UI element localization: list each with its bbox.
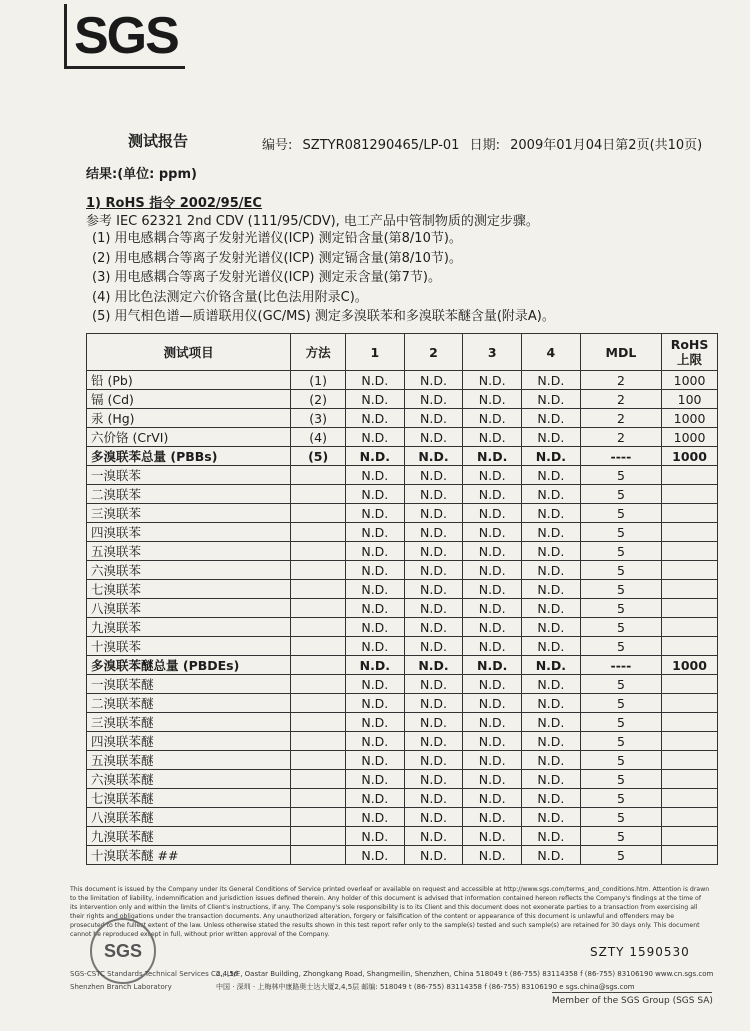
cell-rohs-limit: 1000	[662, 409, 718, 428]
cell-sample-4: N.D.	[522, 637, 581, 656]
cell-sample-1: N.D.	[345, 770, 404, 789]
table-row	[87, 713, 718, 732]
cell-sample-1: N.D.	[345, 656, 404, 675]
cell-sample-1: N.D.	[345, 428, 404, 447]
cell-sample-4: N.D.	[522, 694, 581, 713]
cell-sample-2: N.D.	[404, 409, 463, 428]
cell-mdl: 5	[580, 694, 661, 713]
cell-rohs-limit	[662, 561, 718, 580]
cell-sample-1: N.D.	[345, 789, 404, 808]
cell-sample-3: N.D.	[463, 751, 522, 770]
cell-sample-1: N.D.	[345, 713, 404, 732]
table-row	[87, 390, 718, 409]
cell-sample-4: N.D.	[522, 428, 581, 447]
report-date: 2009年01月04日第2页(共10页)	[510, 138, 703, 153]
cell-sample-3: N.D.	[463, 827, 522, 846]
cell-test-item: 十溴联苯醚 ##	[87, 846, 291, 865]
cell-test-item: 铅 (Pb)	[87, 371, 291, 390]
cell-rohs-limit	[662, 751, 718, 770]
cell-method	[291, 599, 346, 618]
cell-mdl: ----	[580, 447, 661, 466]
cell-method	[291, 656, 346, 675]
cell-sample-3: N.D.	[463, 561, 522, 580]
cell-mdl: 2	[580, 428, 661, 447]
cell-sample-4: N.D.	[522, 580, 581, 599]
cell-rohs-limit	[662, 485, 718, 504]
cell-mdl: 5	[580, 618, 661, 637]
cell-mdl: 5	[580, 561, 661, 580]
cell-test-item: 汞 (Hg)	[87, 409, 291, 428]
cell-test-item: 二溴联苯醚	[87, 694, 291, 713]
cell-sample-1: N.D.	[345, 447, 404, 466]
cell-mdl: 2	[580, 409, 661, 428]
cell-test-item: 十溴联苯	[87, 637, 291, 656]
cell-test-item: 四溴联苯醚	[87, 732, 291, 751]
cell-sample-3: N.D.	[463, 428, 522, 447]
cell-method	[291, 713, 346, 732]
cell-sample-1: N.D.	[345, 485, 404, 504]
cell-method	[291, 675, 346, 694]
cell-mdl: ----	[580, 656, 661, 675]
cell-sample-1: N.D.	[345, 637, 404, 656]
cell-sample-3: N.D.	[463, 599, 522, 618]
cell-sample-3: N.D.	[463, 618, 522, 637]
cell-sample-1: N.D.	[345, 751, 404, 770]
cell-sample-2: N.D.	[404, 770, 463, 789]
cell-method	[291, 637, 346, 656]
cell-method: (2)	[291, 390, 346, 409]
cell-sample-1: N.D.	[345, 827, 404, 846]
cell-sample-3: N.D.	[463, 694, 522, 713]
cell-rohs-limit	[662, 675, 718, 694]
cell-sample-2: N.D.	[404, 656, 463, 675]
table-row	[87, 846, 718, 865]
cell-sample-4: N.D.	[522, 466, 581, 485]
step-2: (2) 用电感耦合等离子发射光谱仪(ICP) 测定镉含量(第8/10节)。	[92, 250, 462, 266]
cell-method	[291, 770, 346, 789]
header-sample-2: 2	[404, 334, 463, 371]
cell-mdl: 5	[580, 789, 661, 808]
cell-sample-3: N.D.	[463, 675, 522, 694]
table-row	[87, 675, 718, 694]
cell-sample-2: N.D.	[404, 466, 463, 485]
cell-mdl: 5	[580, 808, 661, 827]
cell-sample-1: N.D.	[345, 808, 404, 827]
cell-sample-1: N.D.	[345, 618, 404, 637]
table-row	[87, 409, 718, 428]
cell-test-item: 二溴联苯	[87, 485, 291, 504]
cell-sample-4: N.D.	[522, 390, 581, 409]
table-row	[87, 599, 718, 618]
cell-test-item: 九溴联苯	[87, 618, 291, 637]
cell-sample-1: N.D.	[345, 694, 404, 713]
cell-sample-1: N.D.	[345, 599, 404, 618]
table-row	[87, 808, 718, 827]
table-row	[87, 447, 718, 466]
cell-sample-4: N.D.	[522, 523, 581, 542]
cell-sample-1: N.D.	[345, 466, 404, 485]
cell-sample-4: N.D.	[522, 561, 581, 580]
cell-test-item: 八溴联苯	[87, 599, 291, 618]
cell-sample-2: N.D.	[404, 618, 463, 637]
cell-sample-3: N.D.	[463, 542, 522, 561]
step-4: (4) 用比色法测定六价铬含量(比色法用附录C)。	[92, 289, 368, 305]
cell-sample-1: N.D.	[345, 542, 404, 561]
cell-mdl: 5	[580, 751, 661, 770]
step-3: (3) 用电感耦合等离子发射光谱仪(ICP) 测定汞含量(第7节)。	[92, 270, 441, 285]
cell-test-item: 三溴联苯	[87, 504, 291, 523]
cell-sample-2: N.D.	[404, 789, 463, 808]
cell-rohs-limit	[662, 808, 718, 827]
cell-sample-2: N.D.	[404, 580, 463, 599]
cell-sample-3: N.D.	[463, 390, 522, 409]
cell-sample-1: N.D.	[345, 409, 404, 428]
cell-method	[291, 618, 346, 637]
cell-test-item: 三溴联苯醚	[87, 713, 291, 732]
results-body	[87, 371, 718, 865]
table-row	[87, 485, 718, 504]
cell-sample-3: N.D.	[463, 637, 522, 656]
cell-test-item: 五溴联苯	[87, 542, 291, 561]
cell-mdl: 2	[580, 390, 661, 409]
cell-sample-2: N.D.	[404, 523, 463, 542]
report-meta	[262, 134, 708, 153]
cell-sample-4: N.D.	[522, 485, 581, 504]
cell-sample-2: N.D.	[404, 732, 463, 751]
result-unit: 结果:(单位: ppm)	[86, 167, 197, 182]
cell-sample-3: N.D.	[463, 770, 522, 789]
cell-test-item: 六价铬 (CrVI)	[87, 428, 291, 447]
cell-rohs-limit: 100	[662, 390, 718, 409]
cell-sample-2: N.D.	[404, 827, 463, 846]
cell-sample-1: N.D.	[345, 371, 404, 390]
cell-sample-3: N.D.	[463, 846, 522, 865]
cell-mdl: 5	[580, 827, 661, 846]
header-test-item: 测试项目	[87, 334, 291, 371]
cell-sample-2: N.D.	[404, 694, 463, 713]
table-row	[87, 618, 718, 637]
cell-sample-4: N.D.	[522, 808, 581, 827]
cell-mdl: 5	[580, 504, 661, 523]
serial-number: SZTY 1590530	[590, 945, 690, 959]
table-row	[87, 428, 718, 447]
cell-method	[291, 561, 346, 580]
cell-test-item: 八溴联苯醚	[87, 808, 291, 827]
member-text: Member of the SGS Group (SGS SA)	[552, 996, 713, 1006]
company-name	[70, 968, 240, 994]
cell-rohs-limit	[662, 637, 718, 656]
cell-sample-2: N.D.	[404, 751, 463, 770]
table-row	[87, 751, 718, 770]
step-5: (5) 用气相色谱—质谱联用仪(GC/MS) 测定多溴联苯和多溴联苯醚含量(附录A)。	[92, 309, 555, 324]
report-date-label: 日期:	[469, 138, 500, 153]
cell-sample-2: N.D.	[404, 713, 463, 732]
footer-disclaimer: This document is issued by the Company under its General Conditions of Service printed overleaf or available on request and accessible at http://www.sgs.com/terms_and_conditions.htm. Attention is drawn to the limitation of liability, indemnification and jurisdiction issues defined therein. Any holder of this document is advised that information contained hereon reflects the Company's findings at the time of its intervention only and within the limits of Client's instructions, if any. The Company's sole responsibility is to its Client and this document does not exonerate parties to a transaction from exercising all their rights and obligations under the transaction documents. Any unauthorized alteration, forgery or falsification of the content or appearance of this document is unlawful and offenders may be prosecuted to the fullest extent of the law. Unless otherwise stated the results shown in this test report refer only to the sample(s) tested and such sample(s) are retained for 30 days only. This document cannot be reproduced except in full, without prior written approval of the Company.	[70, 886, 710, 938]
member-divider	[552, 992, 712, 993]
header-mdl: MDL	[580, 334, 661, 371]
cell-rohs-limit	[662, 827, 718, 846]
address-chinese: 中国 · 深圳 · 上梅林中康路奥士达大厦2,4,5层 邮编: 518049 t (86-755) 83114358 f (86-755) 83106190 e sgs.china@sgs.com	[216, 983, 635, 991]
table-row	[87, 466, 718, 485]
cell-mdl: 5	[580, 732, 661, 751]
reference-line: 参考 IEC 62321 2nd CDV (111/95/CDV), 电工产品中管制物质的测定步骤。	[86, 214, 539, 229]
cell-mdl: 5	[580, 523, 661, 542]
header-rohs-limit: RoHS 上限	[662, 334, 718, 371]
cell-rohs-limit	[662, 694, 718, 713]
address-english: 2,4,5/F, Oastar Building, Zhongkang Road, Shangmeilin, Shenzhen, China 518049 t (86-755) 83114358 f (86-755) 83106190 www.cn.sgs.com	[216, 970, 714, 978]
company-address	[216, 968, 713, 994]
header-sample-4: 4	[522, 334, 581, 371]
table-row	[87, 770, 718, 789]
cell-method	[291, 504, 346, 523]
cell-test-item: 四溴联苯	[87, 523, 291, 542]
cell-sample-1: N.D.	[345, 390, 404, 409]
cell-method	[291, 523, 346, 542]
cell-sample-4: N.D.	[522, 789, 581, 808]
cell-sample-4: N.D.	[522, 770, 581, 789]
cell-sample-2: N.D.	[404, 504, 463, 523]
cell-mdl: 5	[580, 675, 661, 694]
report-number: SZTYR081290465/LP-01	[302, 138, 460, 153]
cell-method: (1)	[291, 371, 346, 390]
table-row	[87, 371, 718, 390]
cell-rohs-limit	[662, 523, 718, 542]
header-sample-3: 3	[463, 334, 522, 371]
cell-test-item: 多溴联苯醚总量 (PBDEs)	[87, 656, 291, 675]
cell-sample-1: N.D.	[345, 561, 404, 580]
cell-sample-2: N.D.	[404, 485, 463, 504]
cell-sample-3: N.D.	[463, 789, 522, 808]
table-row	[87, 694, 718, 713]
cell-sample-4: N.D.	[522, 409, 581, 428]
cell-sample-2: N.D.	[404, 428, 463, 447]
cell-sample-2: N.D.	[404, 447, 463, 466]
cell-sample-3: N.D.	[463, 808, 522, 827]
cell-rohs-limit	[662, 542, 718, 561]
cell-method	[291, 808, 346, 827]
cell-sample-1: N.D.	[345, 580, 404, 599]
cell-method	[291, 466, 346, 485]
sgs-stamp: SGS	[90, 918, 156, 984]
table-row	[87, 504, 718, 523]
cell-sample-4: N.D.	[522, 751, 581, 770]
cell-mdl: 5	[580, 770, 661, 789]
cell-rohs-limit	[662, 618, 718, 637]
step-1: (1) 用电感耦合等离子发射光谱仪(ICP) 测定铅含量(第8/10节)。	[92, 231, 462, 246]
cell-sample-2: N.D.	[404, 599, 463, 618]
cell-sample-3: N.D.	[463, 580, 522, 599]
cell-rohs-limit	[662, 770, 718, 789]
cell-rohs-limit	[662, 713, 718, 732]
cell-sample-3: N.D.	[463, 485, 522, 504]
cell-rohs-limit	[662, 466, 718, 485]
company-line-2: Shenzhen Branch Laboratory	[70, 983, 172, 991]
cell-sample-4: N.D.	[522, 542, 581, 561]
cell-mdl: 5	[580, 466, 661, 485]
header-sample-1: 1	[345, 334, 404, 371]
cell-sample-3: N.D.	[463, 732, 522, 751]
table-row	[87, 580, 718, 599]
cell-rohs-limit	[662, 732, 718, 751]
report-number-label: 编号:	[262, 138, 293, 153]
cell-sample-2: N.D.	[404, 390, 463, 409]
cell-rohs-limit	[662, 580, 718, 599]
cell-method	[291, 694, 346, 713]
table-row	[87, 789, 718, 808]
cell-method: (3)	[291, 409, 346, 428]
cell-mdl: 5	[580, 485, 661, 504]
cell-sample-4: N.D.	[522, 599, 581, 618]
cell-sample-4: N.D.	[522, 371, 581, 390]
table-row	[87, 561, 718, 580]
cell-sample-4: N.D.	[522, 447, 581, 466]
section-title: 1) RoHS 指令 2002/95/EC	[86, 196, 262, 211]
cell-test-item: 五溴联苯醚	[87, 751, 291, 770]
cell-mdl: 5	[580, 542, 661, 561]
cell-sample-3: N.D.	[463, 466, 522, 485]
cell-method: (4)	[291, 428, 346, 447]
cell-test-item: 六溴联苯醚	[87, 770, 291, 789]
cell-rohs-limit	[662, 789, 718, 808]
cell-test-item: 一溴联苯	[87, 466, 291, 485]
cell-test-item: 六溴联苯	[87, 561, 291, 580]
cell-test-item: 九溴联苯醚	[87, 827, 291, 846]
cell-test-item: 一溴联苯醚	[87, 675, 291, 694]
cell-sample-3: N.D.	[463, 447, 522, 466]
sgs-logo: SGS	[74, 7, 178, 65]
cell-rohs-limit	[662, 599, 718, 618]
method-steps	[92, 229, 555, 327]
cell-mdl: 5	[580, 713, 661, 732]
cell-sample-4: N.D.	[522, 846, 581, 865]
cell-sample-1: N.D.	[345, 504, 404, 523]
cell-sample-2: N.D.	[404, 542, 463, 561]
company-line-1: SGS-CSTC Standards Technical Services Co., Ltd.	[70, 970, 241, 978]
cell-test-item: 七溴联苯醚	[87, 789, 291, 808]
cell-sample-1: N.D.	[345, 846, 404, 865]
cell-sample-2: N.D.	[404, 675, 463, 694]
cell-method	[291, 732, 346, 751]
cell-sample-3: N.D.	[463, 713, 522, 732]
cell-sample-4: N.D.	[522, 713, 581, 732]
cell-method	[291, 846, 346, 865]
cell-sample-2: N.D.	[404, 808, 463, 827]
cell-sample-2: N.D.	[404, 561, 463, 580]
cell-method	[291, 827, 346, 846]
cell-sample-3: N.D.	[463, 409, 522, 428]
cell-sample-4: N.D.	[522, 656, 581, 675]
cell-mdl: 2	[580, 371, 661, 390]
table-row	[87, 542, 718, 561]
cell-sample-3: N.D.	[463, 523, 522, 542]
table-header-row	[87, 334, 718, 371]
cell-rohs-limit: 1000	[662, 428, 718, 447]
cell-method	[291, 789, 346, 808]
table-row	[87, 637, 718, 656]
cell-sample-1: N.D.	[345, 732, 404, 751]
cell-rohs-limit	[662, 846, 718, 865]
cell-rohs-limit	[662, 504, 718, 523]
cell-mdl: 5	[580, 580, 661, 599]
cell-mdl: 5	[580, 846, 661, 865]
cell-sample-3: N.D.	[463, 656, 522, 675]
cell-sample-4: N.D.	[522, 732, 581, 751]
cell-rohs-limit: 1000	[662, 656, 718, 675]
results-table	[86, 333, 718, 865]
cell-sample-4: N.D.	[522, 827, 581, 846]
cell-sample-4: N.D.	[522, 504, 581, 523]
header-method: 方法	[291, 334, 346, 371]
cell-sample-4: N.D.	[522, 618, 581, 637]
cell-mdl: 5	[580, 637, 661, 656]
cell-method	[291, 580, 346, 599]
cell-method: (5)	[291, 447, 346, 466]
cell-sample-1: N.D.	[345, 523, 404, 542]
cell-sample-1: N.D.	[345, 675, 404, 694]
table-row	[87, 523, 718, 542]
cell-sample-3: N.D.	[463, 504, 522, 523]
cell-test-item: 七溴联苯	[87, 580, 291, 599]
cell-sample-2: N.D.	[404, 637, 463, 656]
cell-test-item: 镉 (Cd)	[87, 390, 291, 409]
report-title: 测试报告	[128, 132, 189, 150]
table-row	[87, 827, 718, 846]
cell-test-item: 多溴联苯总量 (PBBs)	[87, 447, 291, 466]
cell-rohs-limit: 1000	[662, 371, 718, 390]
cell-sample-2: N.D.	[404, 846, 463, 865]
cell-method	[291, 485, 346, 504]
cell-sample-4: N.D.	[522, 675, 581, 694]
cell-rohs-limit: 1000	[662, 447, 718, 466]
cell-mdl: 5	[580, 599, 661, 618]
table-row	[87, 732, 718, 751]
cell-method	[291, 751, 346, 770]
cell-method	[291, 542, 346, 561]
cell-sample-3: N.D.	[463, 371, 522, 390]
table-row	[87, 656, 718, 675]
cell-sample-2: N.D.	[404, 371, 463, 390]
